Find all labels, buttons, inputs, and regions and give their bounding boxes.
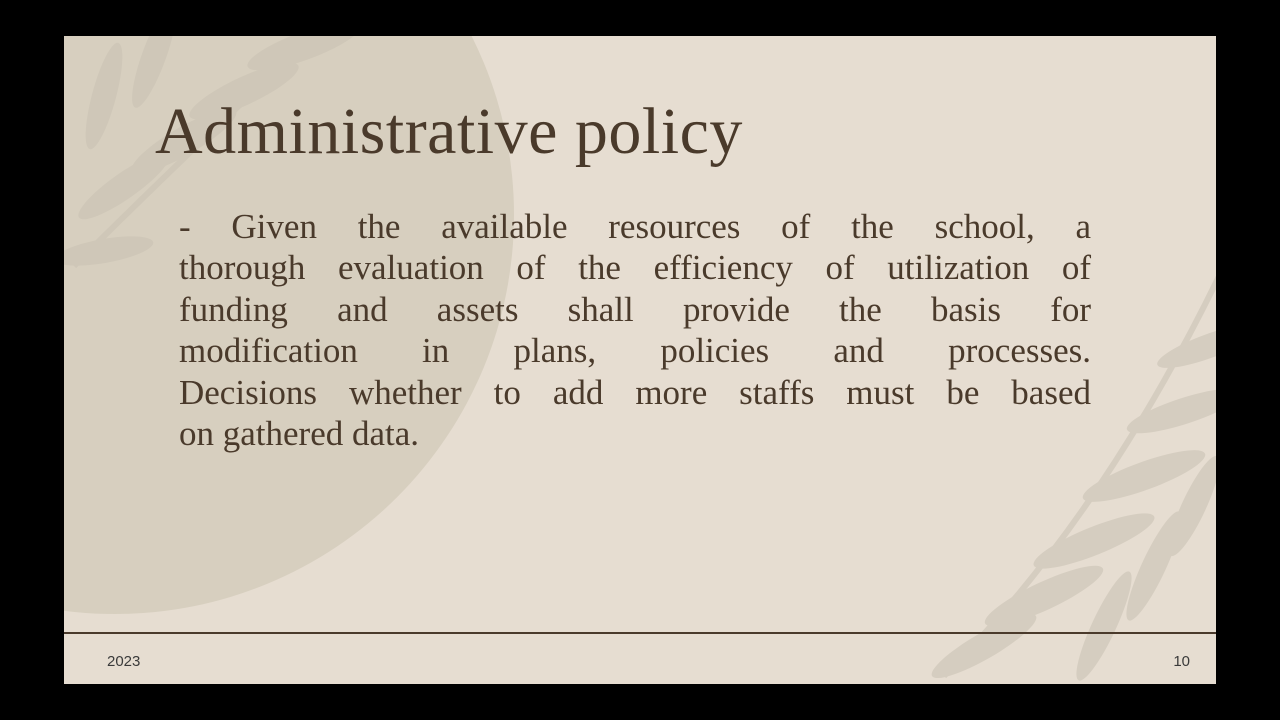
presentation-slide bbox=[64, 36, 1216, 684]
footer-year: 2023 bbox=[107, 653, 141, 670]
slide-title: Administrative policy bbox=[155, 95, 743, 168]
body-line: thorough evaluation of the efficiency of utilization of bbox=[179, 248, 1091, 288]
body-line: Decisions whether to add more staffs must be based bbox=[179, 372, 1091, 412]
body-line: on gathered data. bbox=[179, 414, 420, 454]
body-line: funding and assets shall provide the basis for bbox=[179, 289, 1091, 329]
body-line: modification in plans, policies and processes. bbox=[179, 331, 1091, 371]
body-line: - Given the available resources of the school, a bbox=[179, 207, 1091, 246]
footer-divider bbox=[64, 632, 1216, 634]
slide-number: 10 bbox=[1173, 653, 1190, 670]
slide-body-text bbox=[179, 206, 1091, 454]
